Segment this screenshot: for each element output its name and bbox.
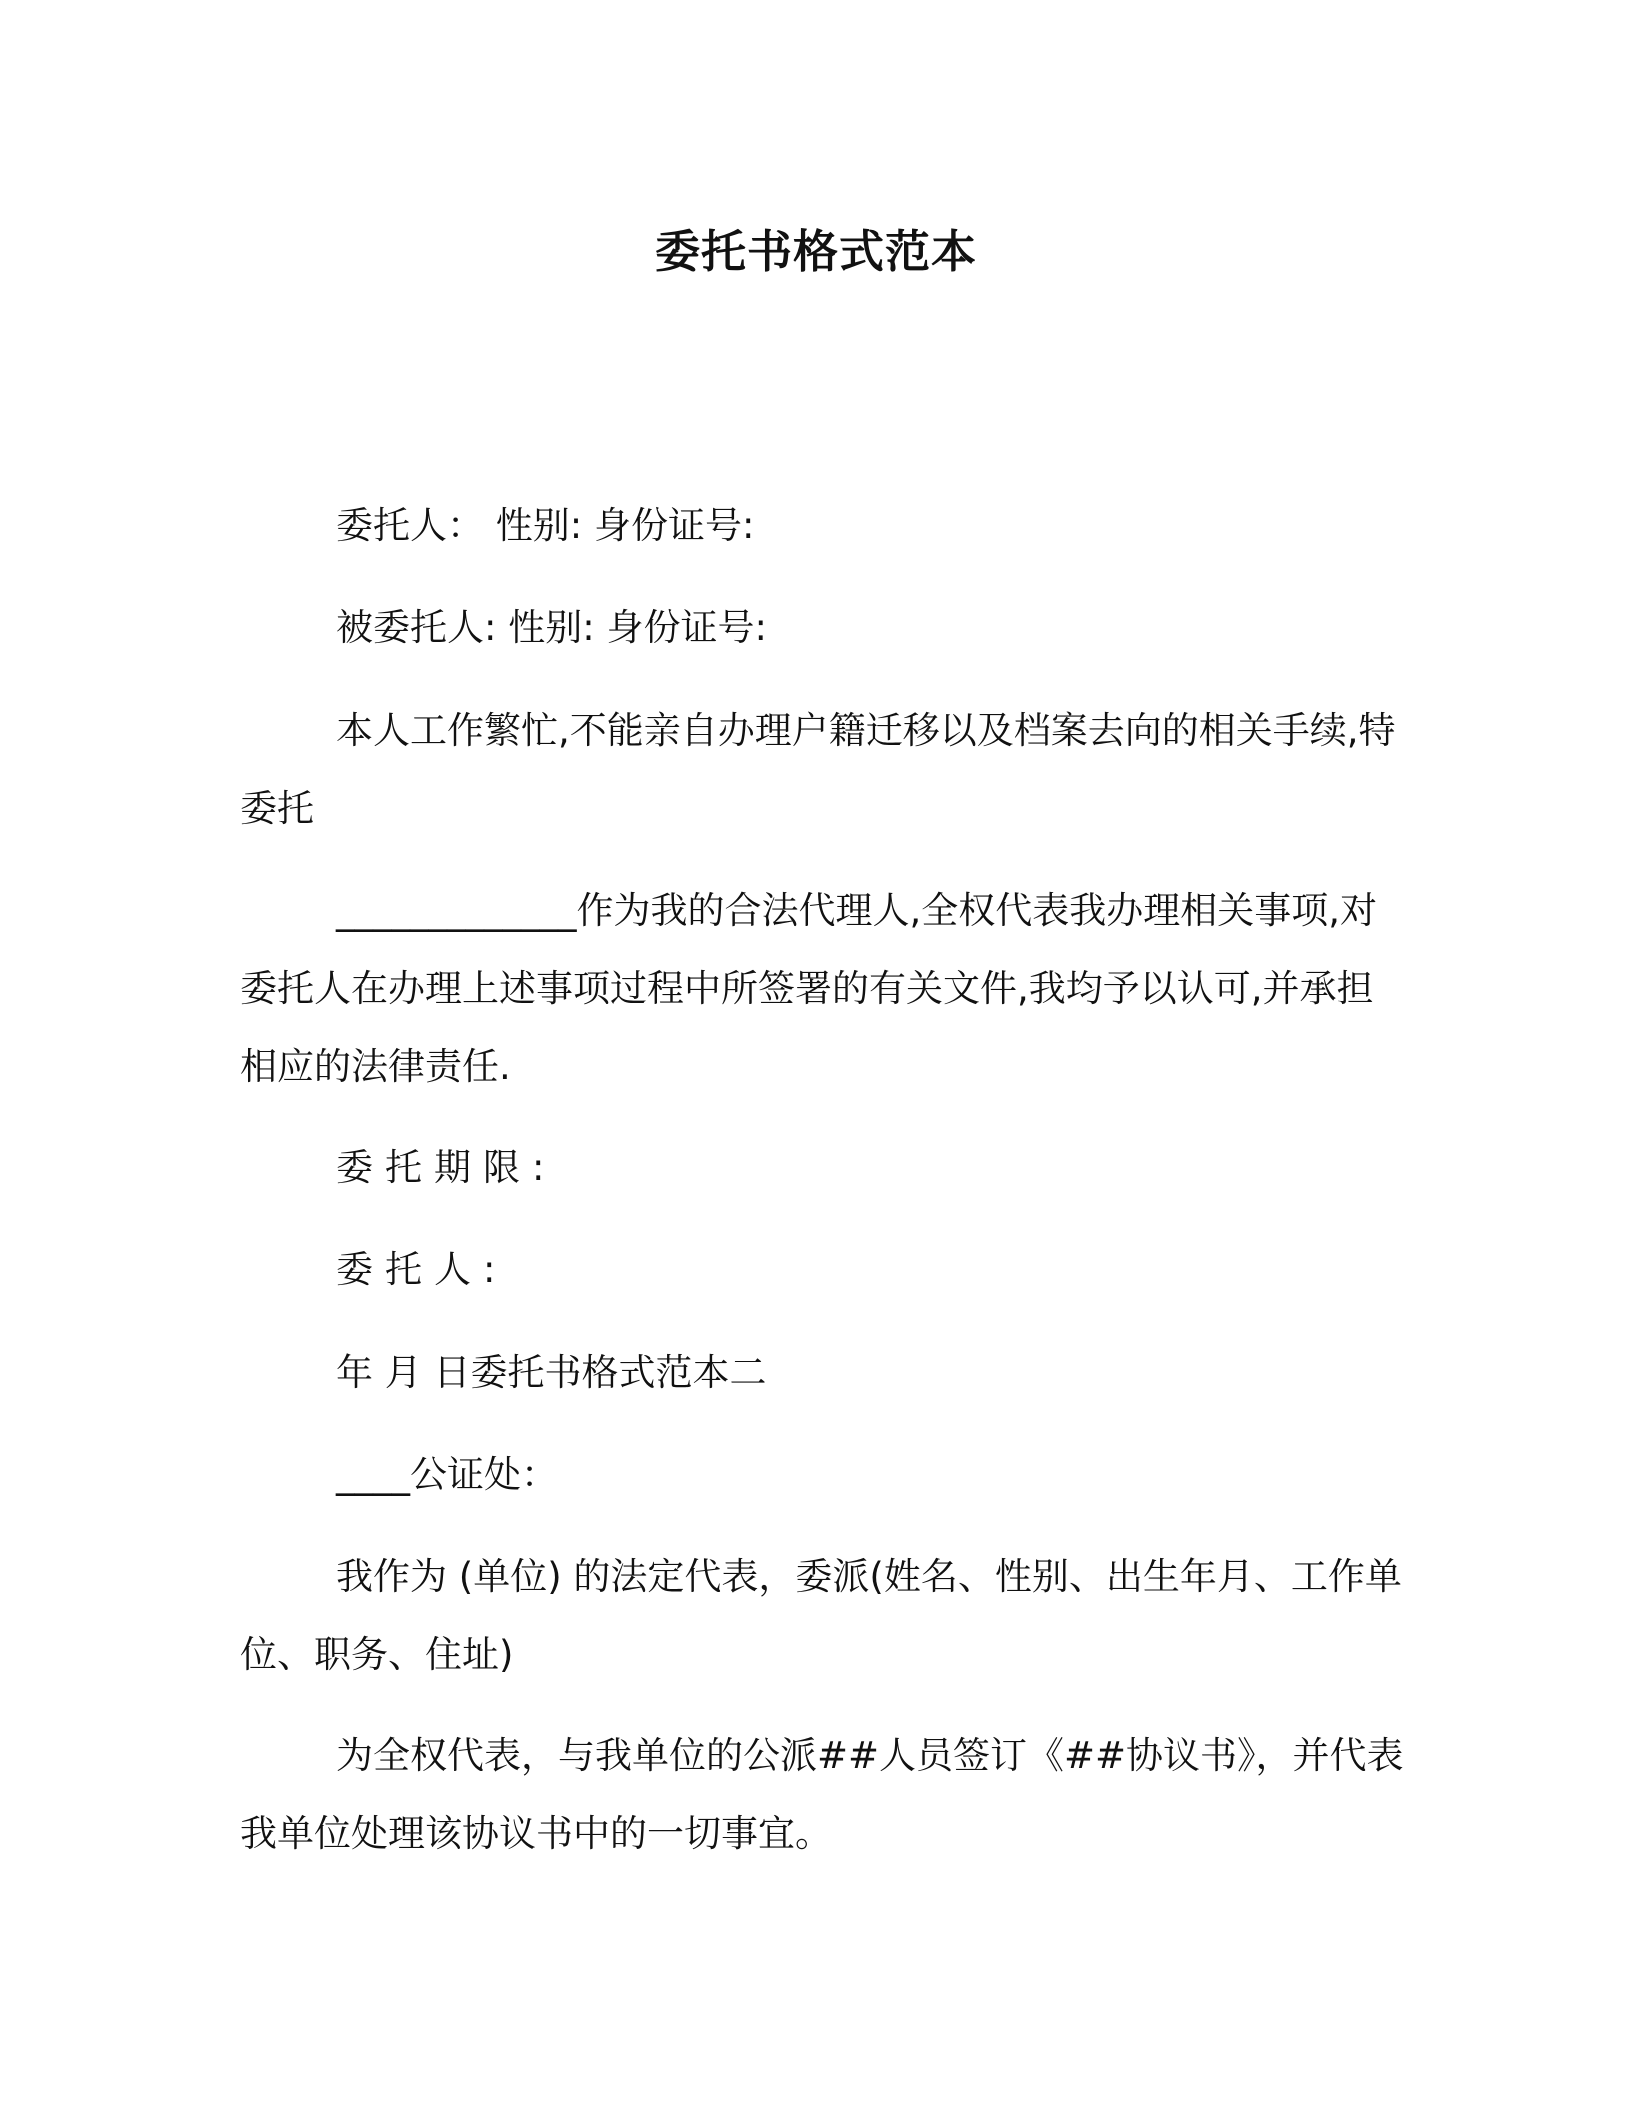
paragraph-authorization: _____________作为我的合法代理人,全权代表我办理相关事项,对委托人在办理上述事项过程中所签署的有关文件,我均予以认可,并承担相应的法律责任. xyxy=(240,889,1378,1088)
paragraph-full-authority: 为全权代表，与我单位的公派##人员签订《##协议书》，并代表我单位处理该协议书中的一切事宜。 xyxy=(240,1734,1404,1855)
paragraph-term: 委托期限: xyxy=(336,1146,557,1189)
paragraph-notary-office: ____公证处： xyxy=(336,1453,558,1496)
paragraph-reason: 本人工作繁忙,不能亲自办理户籍迁移以及档案去向的相关手续,特委托 xyxy=(240,709,1396,830)
paragraph-delegation: 我作为 (单位) 的法定代表，委派(姓名、性别、出生年月、工作单位、职务、住址) xyxy=(240,1555,1402,1676)
paragraph-principal-info: 委托人： 性别: 身份证号: xyxy=(336,504,755,547)
paragraph-principal-sign: 委托人: xyxy=(336,1248,508,1291)
paragraph-date-template-two: 年 月 日委托书格式范本二 xyxy=(336,1351,767,1394)
document-title: 委托书格式范本 xyxy=(654,225,977,278)
paragraph-agent-info: 被委托人: 性别: 身份证号: xyxy=(336,606,767,649)
